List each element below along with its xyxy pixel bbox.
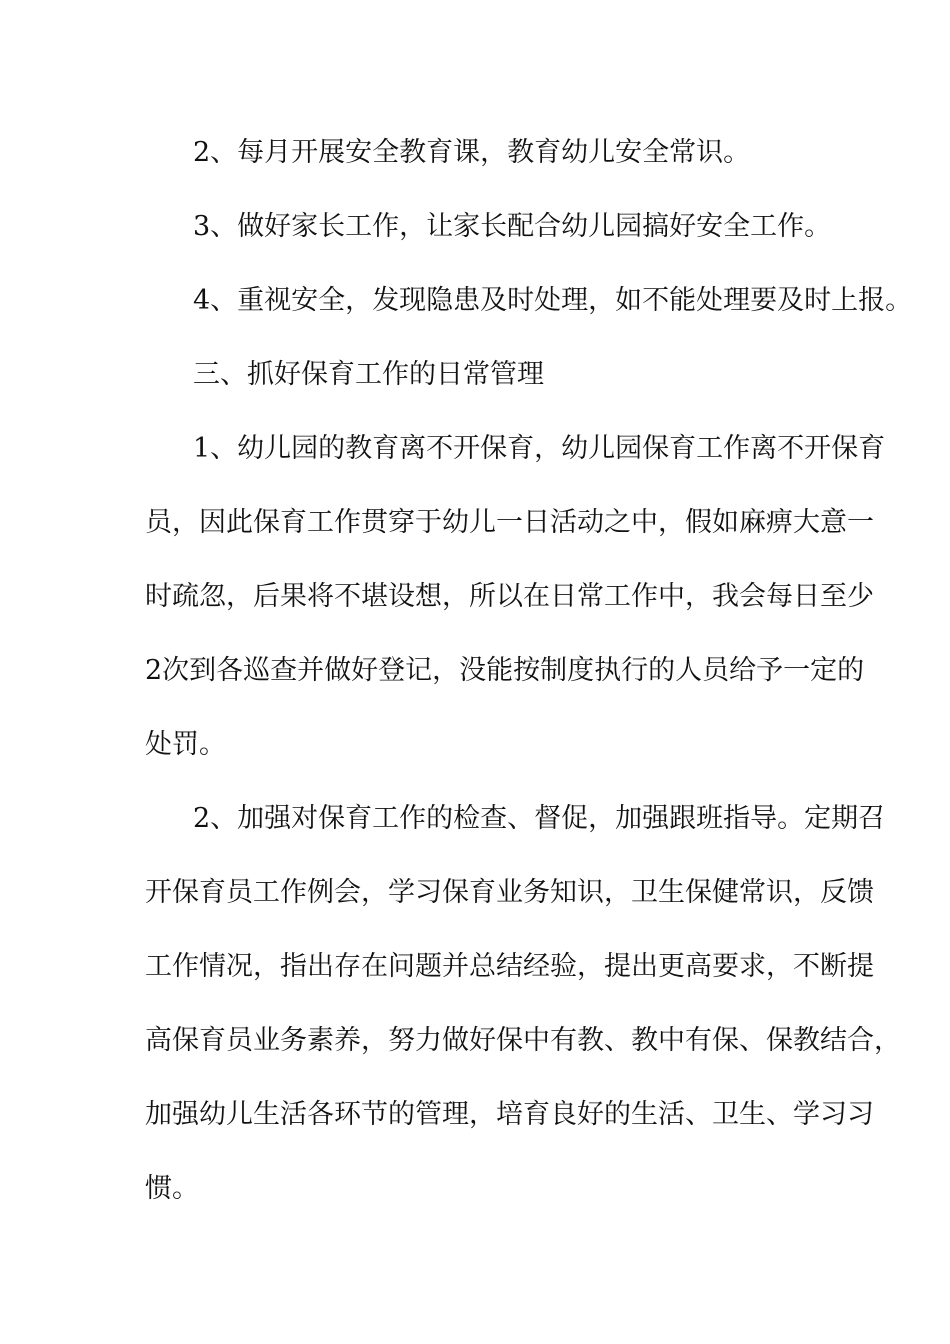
paragraph-line: 高保育员业务素养，努力做好保中有教、教中有保、保教结合， <box>145 1025 901 1056</box>
paragraph-line: 处罚。 <box>145 729 226 760</box>
paragraph-line: 2、加强对保育工作的检查、督促，加强跟班指导。定期召 <box>193 803 886 834</box>
paragraph-line: 加强幼儿生活各环节的管理，培育良好的生活、卫生、学习习 <box>145 1099 874 1130</box>
paragraph-line: 工作情况，指出存在问题并总结经验，提出更高要求，不断提 <box>145 951 874 982</box>
paragraph-line: 1、幼儿园的教育离不开保育，幼儿园保育工作离不开保育 <box>193 433 886 464</box>
paragraph-line: 惯。 <box>145 1173 199 1204</box>
section-heading: 三、抓好保育工作的日常管理 <box>193 359 544 390</box>
paragraph-line: 开保育员工作例会，学习保育业务知识，卫生保健常识，反馈 <box>145 877 874 908</box>
paragraph-line: 员，因此保育工作贯穿于幼儿一日活动之中，假如麻痹大意一 <box>145 507 874 538</box>
paragraph-line: 时疏忽，后果将不堪设想，所以在日常工作中，我会每日至少 <box>145 581 874 612</box>
paragraph-item-2-safety-lessons: 2、每月开展安全教育课，教育幼儿安全常识。 <box>193 137 751 168</box>
paragraph-item-4-hazards: 4、重视安全，发现隐患及时处理，如不能处理要及时上报。 <box>193 285 913 316</box>
paragraph-item-3-parent-work: 3、做好家长工作，让家长配合幼儿园搞好安全工作。 <box>193 211 832 242</box>
paragraph-line: 2次到各巡查并做好登记，没能按制度执行的人员给予一定的 <box>145 655 865 686</box>
